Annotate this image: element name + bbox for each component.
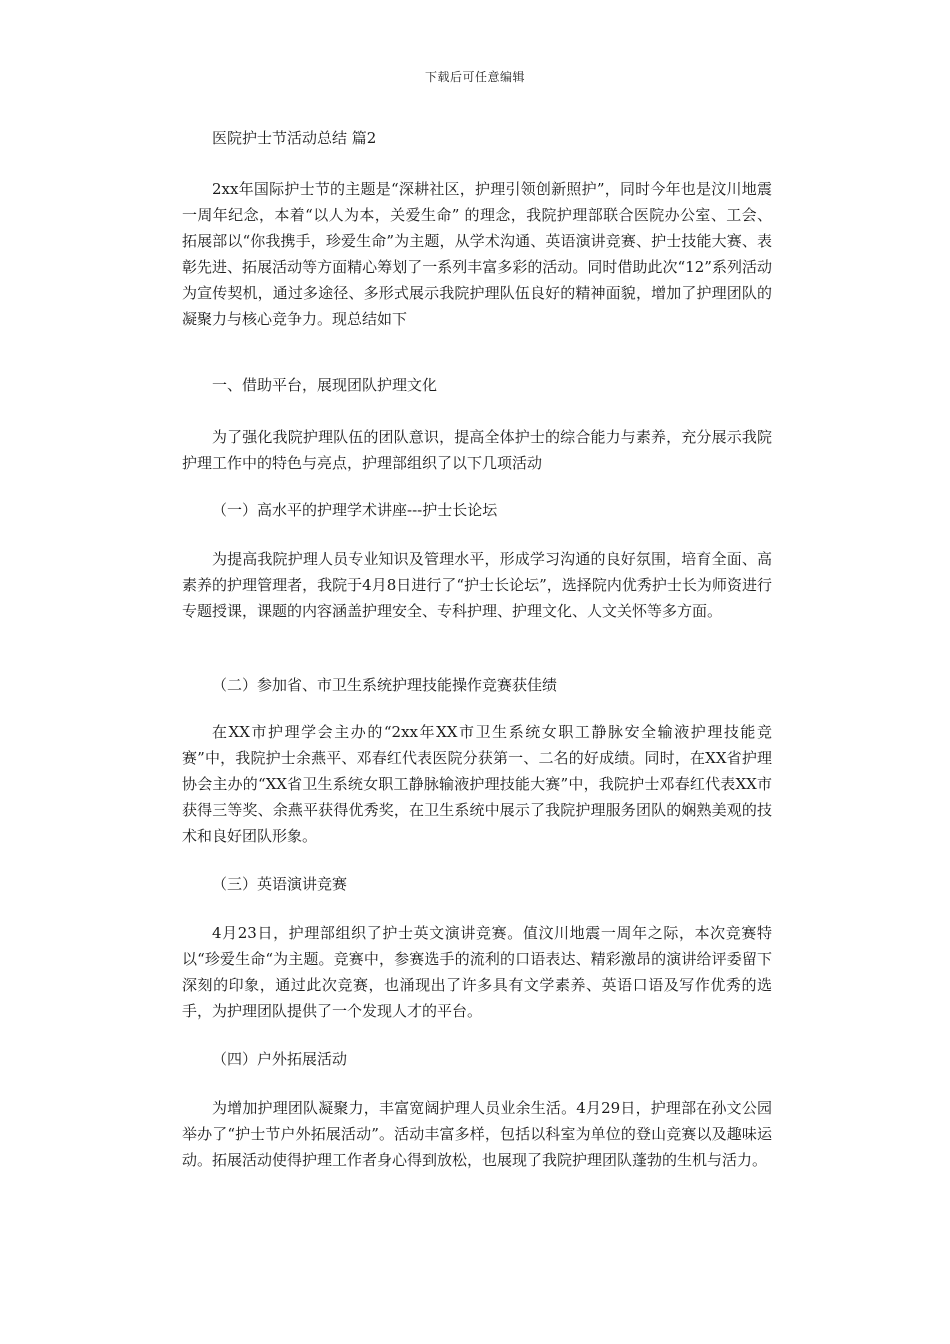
subsection-3-body: 4月23日，护理部组织了护士英文演讲竞赛。值汶川地震一周年之际，本次竞赛特以“珍爱生命“为主题。竞赛中，参赛选手的流利的口语表达、精彩激昂的演讲给评委留下深刻的印象，通过此次竞赛，也涌现出了许多具有文学素养、英语口语及写作优秀的选手，为护理团队提供了一个发现人才的平台。 — [182, 924, 772, 1020]
section-1-intro: 为了强化我院护理队伍的团队意识，提高全体护士的综合能力与素养，充分展示我院护理工作中的特色与亮点，护理部组织了以下几项活动 — [182, 428, 772, 472]
subsection-3-heading: （三）英语演讲竞赛 — [212, 875, 348, 893]
subsection-2-body: 在XX市护理学会主办的“2xx年XX市卫生系统女职工静脉安全输液护理技能竞赛”中，我院护士余燕平、邓春红代表医院分获第一、二名的好成绩。同时，在XX省护理协会主办的“XX省卫生系统女职工静脉输液护理技能大赛”中，我院护士邓春红代表XX市获得三等奖、余燕平获得优秀奖，在卫生系统中展示了我院护理服务团队的娴熟美观的技术和良好团队形象。 — [182, 723, 772, 845]
subsection-4-body: 为增加护理团队凝聚力，丰富宽阔护理人员业余生活。4月29日，护理部在孙文公园举办了“护士节户外拓展活动”。活动丰富多样，包括以科室为单位的登山竞赛以及趣味运动。拓展活动使得护理工作者身心得到放松，也展现了我院护理团队蓬勃的生机与活力。 — [182, 1099, 772, 1169]
page-header-note: 下载后可任意编辑 — [424, 70, 525, 84]
subsection-2-heading: （二）参加省、市卫生系统护理技能操作竞赛获佳绩 — [212, 676, 558, 694]
document-title: 医院护士节活动总结 篇2 — [212, 129, 377, 147]
subsection-1-body: 为提高我院护理人员专业知识及管理水平，形成学习沟通的良好氛围，培育全面、高素养的护理管理者，我院于4月8日进行了“护士长论坛”，选择院内优秀护士长为师资进行专题授课，课题的内容涵盖护理安全、专科护理、护理文化、人文关怀等多方面。 — [182, 550, 772, 620]
subsection-4-heading: （四）户外拓展活动 — [212, 1050, 348, 1068]
subsection-1-heading: （一）高水平的护理学术讲座---护士长论坛 — [212, 501, 498, 519]
intro-paragraph: 2xx年国际护士节的主题是“深耕社区，护理引领创新照护”，同时今年也是汶川地震一周年纪念，本着“以人为本，关爱生命” 的理念，我院护理部联合医院办公室、工会、拓展部以“你我携手，珍爱生命”为主题，从学术沟通、英语演讲竞赛、护士技能大赛、表彰先进、拓展活动等方面精心筹划了一系列丰富多彩的活动。同时借助此次“12”系列活动为宣传契机，通过多途径、多形式展示我院护理队伍良好的精神面貌，增加了护理团队的凝聚力与核心竞争力。现总结如下 — [182, 180, 772, 328]
section-1-heading: 一、借助平台，展现团队护理文化 — [212, 376, 438, 394]
